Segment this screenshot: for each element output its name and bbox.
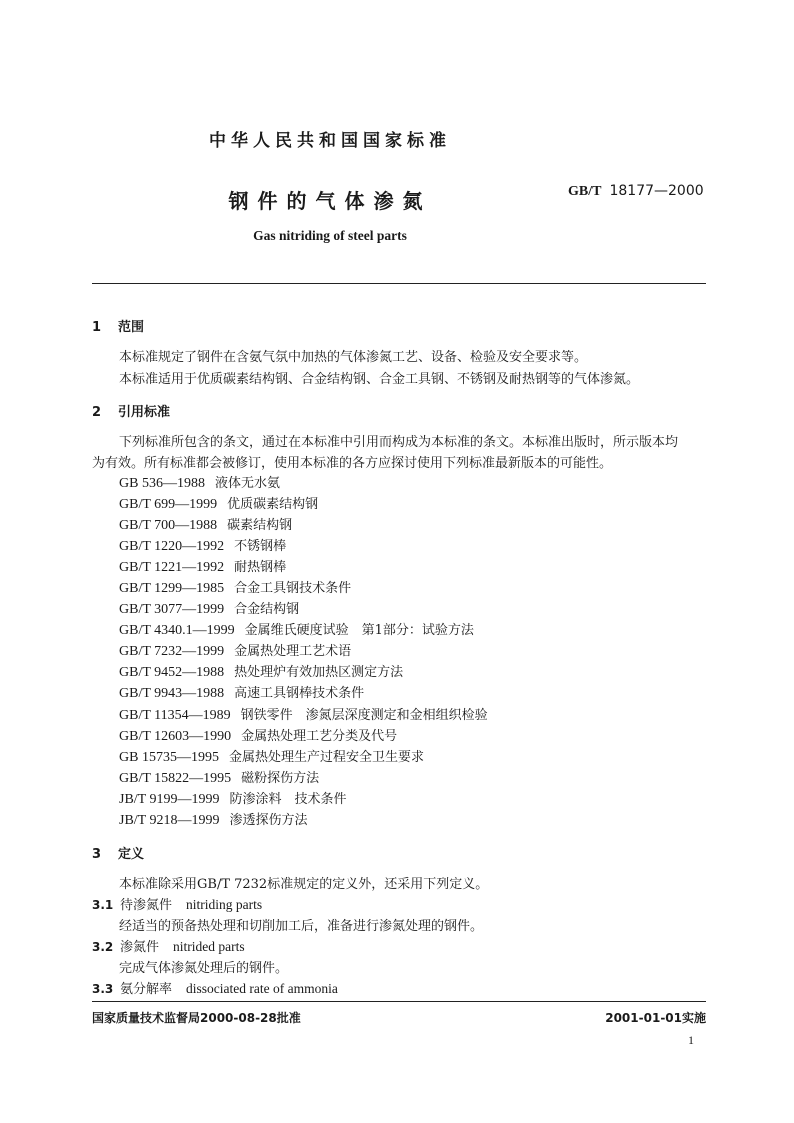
english-title: Gas nitriding of steel parts	[253, 228, 407, 243]
reference-code: GB/T 7232—1999	[119, 644, 225, 659]
reference-item	[119, 725, 397, 745]
page-number: 1	[688, 1033, 694, 1047]
section-2-intro-line-1: 下列标准所包含的条文，通过在本标准中引用而构成为本标准的条文。本标准出版时，所示版本均	[119, 435, 679, 450]
reference-title: 液体无水氨	[214, 476, 280, 491]
reference-title: 耐热钢棒	[234, 560, 287, 575]
reference-code: GB 536—1988	[119, 476, 205, 491]
reference-item	[119, 788, 347, 808]
reference-title: 金属热处理工艺术语	[234, 644, 352, 659]
reference-title: 金属维氏硬度试验 第1部分：试验方法	[244, 623, 474, 638]
reference-code: GB/T 9452—1988	[119, 665, 225, 680]
reference-title: 渗透探伤方法	[229, 813, 308, 828]
reference-item	[119, 746, 424, 766]
definition-text: 经适当的预备热处理和切削加工后，准备进行渗氮处理的钢件。	[119, 919, 484, 934]
reference-title: 不锈钢棒	[234, 539, 287, 554]
reference-code: GB 15735—1995	[119, 750, 219, 765]
header-divider	[92, 283, 706, 284]
definition-term	[92, 936, 245, 955]
reference-item	[119, 640, 351, 660]
section-3-title: 定义	[118, 847, 145, 862]
section-1-heading	[92, 316, 144, 335]
definition-term-en: nitriding parts	[186, 897, 263, 912]
section-2-intro-line-2: 为有效。所有标准都会被修订，使用本标准的各方应探讨使用下列标准最新版本的可能性。	[92, 456, 613, 471]
section-2-title: 引用标准	[118, 405, 171, 420]
definition-number: 3.3	[92, 982, 114, 996]
reference-code: GB/T 700—1988	[119, 518, 218, 533]
definition-term-zh: 氨分解率	[120, 982, 173, 997]
standard-code	[568, 183, 704, 200]
section-2-heading	[92, 401, 170, 420]
reference-item	[119, 619, 474, 639]
reference-title: 合金结构钢	[234, 602, 300, 617]
section-1-paragraph-2: 本标准适用于优质碳素结构钢、合金结构钢、合金工具钢、不锈钢及耐热钢等的气体渗氮。	[119, 372, 640, 387]
standard-category-title: 中华人民共和国国家标准	[209, 131, 451, 151]
reference-code: GB/T 4340.1—1999	[119, 623, 235, 638]
definition-term-en: dissociated rate of ammonia	[186, 981, 338, 996]
reference-title: 优质碳素结构钢	[227, 497, 319, 512]
section-1-title: 范围	[118, 320, 145, 335]
definition-term	[92, 894, 262, 913]
reference-title: 高速工具钢棒技术条件	[234, 686, 365, 701]
reference-code: GB/T 3077—1999	[119, 602, 225, 617]
reference-item	[119, 704, 488, 724]
reference-item	[119, 556, 286, 576]
reference-title: 合金工具钢技术条件	[234, 581, 352, 596]
definition-number: 3.2	[92, 940, 114, 954]
reference-title: 防渗涂料 技术条件	[229, 792, 347, 807]
section-3-heading	[92, 843, 144, 862]
reference-title: 磁粉探伤方法	[241, 771, 320, 786]
reference-item	[119, 535, 286, 555]
section-1-paragraph-1: 本标准规定了钢件在含氨气氛中加热的气体渗氮工艺、设备、检验及安全要求等。	[119, 350, 588, 365]
document-title: 钢件的气体渗氮	[228, 189, 432, 213]
reference-item	[119, 472, 280, 492]
reference-item	[119, 682, 364, 702]
reference-code: JB/T 9218—1999	[119, 813, 220, 828]
reference-item	[119, 809, 308, 829]
section-1-number: 1	[92, 320, 102, 335]
definition-text: 完成气体渗氮处理后的钢件。	[119, 961, 289, 976]
reference-code: GB/T 699—1999	[119, 497, 218, 512]
reference-code: GB/T 11354—1989	[119, 708, 231, 723]
section-3-number: 3	[92, 847, 102, 862]
footer-divider	[92, 1001, 706, 1002]
approval-date: 国家质量技术监督局2000-08-28批准	[92, 1011, 301, 1025]
definition-number: 3.1	[92, 898, 114, 912]
reference-item	[119, 767, 319, 787]
reference-code: GB/T 1299—1985	[119, 581, 225, 596]
reference-code: GB/T 1221—1992	[119, 560, 225, 575]
reference-item	[119, 598, 299, 618]
standard-code-number: 18177—2000	[609, 183, 704, 199]
reference-title: 钢铁零件 渗氮层深度测定和金相组织检验	[240, 708, 488, 723]
reference-title: 金属热处理工艺分类及代号	[241, 729, 398, 744]
definition-term-zh: 待渗氮件	[120, 898, 173, 913]
definition-term	[92, 978, 338, 997]
standard-code-prefix: GB/T	[568, 184, 602, 199]
reference-title: 金属热处理生产过程安全卫生要求	[228, 750, 424, 765]
reference-code: GB/T 1220—1992	[119, 539, 225, 554]
reference-item	[119, 661, 403, 681]
reference-title: 热处理炉有效加热区测定方法	[234, 665, 404, 680]
reference-code: GB/T 15822—1995	[119, 771, 232, 786]
effective-date: 2001-01-01实施	[605, 1011, 706, 1025]
reference-item	[119, 514, 292, 534]
section-3-intro: 本标准除采用GB/T 7232标准规定的定义外，还采用下列定义。	[119, 877, 489, 892]
reference-code: GB/T 12603—1990	[119, 729, 232, 744]
reference-code: JB/T 9199—1999	[119, 792, 220, 807]
reference-item	[119, 493, 318, 513]
section-2-number: 2	[92, 405, 102, 420]
reference-item	[119, 577, 351, 597]
definition-term-en: nitrided parts	[173, 939, 245, 954]
reference-code: GB/T 9943—1988	[119, 686, 225, 701]
definition-term-zh: 渗氮件	[120, 940, 160, 955]
reference-title: 碳素结构钢	[227, 518, 293, 533]
